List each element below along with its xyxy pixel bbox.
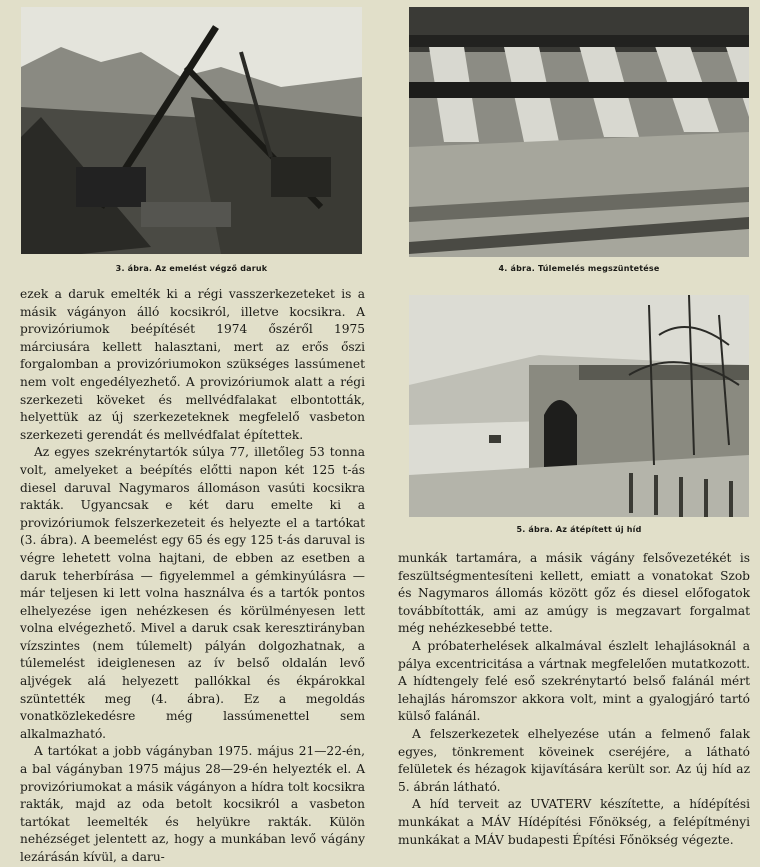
paragraph: munkák tartamára, a másik vágány felsővezetékét is feszültségmentesíteni kellett, emiatt a vonatokat Szob és Nagymaros állomás között gőz és diesel előfogatok továbbították, ami az amúgy is megzavart forgalmat még nehézkesebbé tette. <box>398 551 750 636</box>
paragraph: A híd terveit az UVATERV készítette, a hídépítési munkákat a MÁV Hídépítési Főnökség, a felépítményi munkákat a MÁV budapesti Építési Főnökség végezte. <box>398 797 750 847</box>
paragraph: ezek a daruk emelték ki a régi vasszerkezeteket is a másik vágányon álló kocsikról, illetve kocsikra. A provizóriumok beépítését 1974 őszéről 1975 márciusára kellett halasztani, mert az erős őszi forgalomban a provizóriumokon szükséges lassúmenet nem volt engedélyezhető. A provizóriumok alatt a régi szerkezeti köveket és mellvédfalakat elbontották, helyettük az új szerkezeteknek megfelelő vasbeton szerkezeti gerendát és mellvédfalat építettek. <box>20 287 365 442</box>
figure-5-caption: 5. ábra. Az átépített új híd <box>516 525 642 534</box>
figure-3-photo <box>21 7 362 254</box>
left-column <box>20 286 365 867</box>
figure-4-caption: 4. ábra. Túlemelés megszüntetése <box>498 264 660 273</box>
paragraph: A tartókat a jobb vágányban 1975. május 21—22-én, a bal vágányban 1975 május 28—29-én helyezték el. A provizóriumokat a másik vágányon a hídra tolt kocsikra rakták, majd az oda betolt kocsikról a vasbeton tartókat leemelték és helyükre rakták. Külön nehézséget jelentett az, hogy a munkában levő vágány lezárásán kívül, a daru- <box>20 744 365 864</box>
right-column <box>398 550 750 849</box>
figure-3-caption: 3. ábra. Az emelést végző daruk <box>115 264 268 273</box>
paragraph: A próbaterhelések alkalmával észlelt lehajlásoknál a pálya excentricitása a vártnak megfelelően mutatkozott. A hídtengely felé eső szekrénytartó belső falánál mért lehajlás háromszor akkora volt, mint a gyalogjáró tartó külső falánál. <box>398 638 750 724</box>
figure-4-photo <box>409 7 749 257</box>
paragraph: Az egyes szekrénytartók súlya 77, illetőleg 53 tonna volt, amelyeket a beépítés előtti napon két 125 t-ás diesel daruval Nagymaros állomáson vasúti kocsikra rakták. Ugyancsak e két daru emelte ki a provizóriumok felszerkezeteit és helyezte el a tartókat (3. ábra). A beemelést egy 65 és egy 125 t-ás daruval is végre lehetett volna hajtani, de ebben az esetben a daruk teherbírása — figyelemmel a gémkinyúlásra — már teljesen ki lett volna használva és a tartók pontos elhelyezése igen nehézkesen és körülményesen lett volna elvégezhető. Mivel a daruk csak keresztirányban vízszintes (nem túlemelt) pályán dolgozhatnak, a túlemelést ideiglenesen az ív belső oldalán levő aljvégek alá helyezett pallókkal és ékpárokkal szüntették meg (4. ábra). Ez a megoldás vonatközlekedésre még lassúmenettel sem alkalmazható. <box>20 445 365 741</box>
figure-5-photo <box>409 295 749 517</box>
paragraph: A felszerkezetek elhelyezése után a felmenő falak egyes, tönkrement köveinek cseréjére, a látható felületek és hézagok kijavítására került sor. Az új híd az 5. ábrán látható. <box>398 726 750 794</box>
